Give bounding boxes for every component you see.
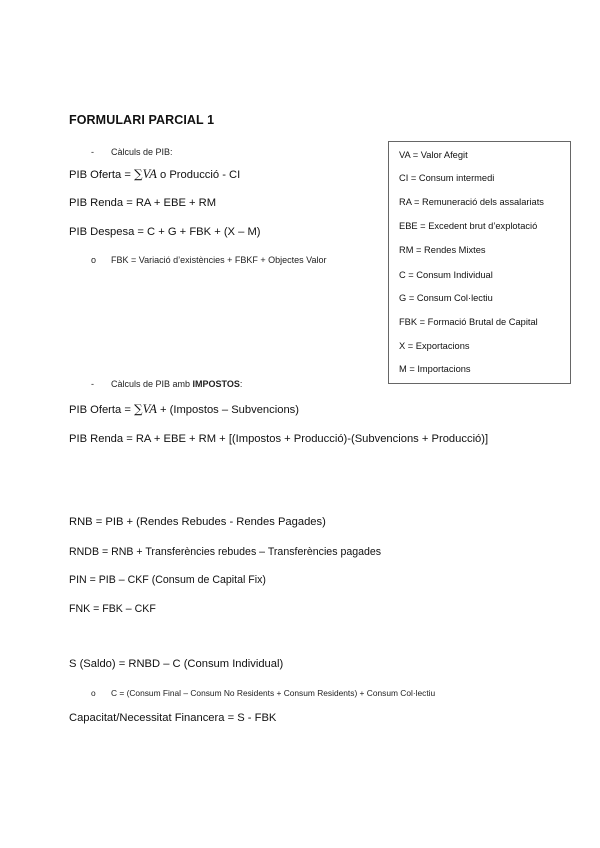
formula-fnk: FNK = FBK – CKF bbox=[69, 603, 156, 615]
legend-item-fbk: FBK = Formació Brutal de Capital bbox=[399, 317, 538, 327]
legend-item-va: VA = Valor Afegit bbox=[399, 150, 468, 160]
formula-pin: PIN = PIB – CKF (Consum de Capital Fix) bbox=[69, 574, 266, 586]
sigma-symbol: ∑ bbox=[133, 402, 143, 416]
formula-pib-renda: PIB Renda = RA + EBE + RM bbox=[69, 197, 217, 209]
bullet-marker: - bbox=[91, 379, 94, 389]
bullet-marker: o bbox=[91, 688, 96, 698]
legend-item-rm: RM = Rendes Mixtes bbox=[399, 245, 486, 255]
formula-prefix: PIB Oferta = bbox=[69, 404, 134, 416]
note-consum bbox=[91, 688, 435, 698]
formula-pib-despesa: PIB Despesa = C + G + FBK + (X – M) bbox=[69, 226, 261, 238]
page-title: FORMULARI PARCIAL 1 bbox=[69, 113, 215, 127]
formula-capacitat: Capacitat/Necessitat Financera = S - FBK bbox=[69, 712, 277, 724]
bullet-marker: - bbox=[91, 147, 94, 157]
legend-item-ci: CI = Consum intermedi bbox=[399, 173, 495, 183]
note-fbk bbox=[91, 255, 327, 265]
bullet-text-end: : bbox=[239, 379, 243, 389]
legend-item-m: M = Importacions bbox=[399, 364, 471, 374]
formula-saldo: S (Saldo) = RNBD – C (Consum Individual) bbox=[69, 658, 284, 670]
legend-box bbox=[388, 141, 571, 384]
formula-pib-oferta-impostos bbox=[69, 402, 299, 417]
legend-item-c: C = Consum Individual bbox=[399, 270, 493, 280]
va-symbol: VA bbox=[142, 402, 157, 416]
formula-pib-renda-impostos: PIB Renda = RA + EBE + RM + [(Impostos + Producció)-(Subvencions + Producció)] bbox=[69, 433, 489, 445]
sigma-symbol: ∑ bbox=[133, 167, 143, 181]
formula-prefix: PIB Oferta = bbox=[69, 169, 134, 181]
legend-item-g: G = Consum Col·lectiu bbox=[399, 293, 493, 303]
note-text: C = (Consum Final – Consum No Residents + Consum Residents) + Consum Col·lectiu bbox=[111, 688, 436, 698]
bullet-text: Càlculs de PIB: bbox=[111, 147, 173, 157]
bullet-calculs-pib bbox=[91, 147, 173, 157]
bullet-marker: o bbox=[91, 255, 97, 265]
bullet-text: Càlculs de PIB amb bbox=[111, 379, 193, 389]
formula-suffix: o Producció - CI bbox=[156, 169, 241, 181]
formula-rnb: RNB = PIB + (Rendes Rebudes - Rendes Pagades) bbox=[69, 516, 326, 528]
note-text: FBK = Variació d’existències + FBKF + Objectes Valor bbox=[111, 255, 327, 265]
bullet-bold-text: IMPOSTOS bbox=[192, 379, 240, 389]
legend-item-x: X = Exportacions bbox=[399, 341, 470, 351]
legend-item-ra: RA = Remuneració dels assalariats bbox=[399, 197, 544, 207]
formula-rndb: RNDB = RNB + Transferències rebudes – Transferències pagades bbox=[69, 546, 382, 558]
formula-suffix: + (Impostos – Subvencions) bbox=[156, 404, 299, 416]
legend-item-ebe: EBE = Excedent brut d’explotació bbox=[399, 221, 538, 231]
formula-pib-oferta bbox=[69, 167, 240, 182]
va-symbol: VA bbox=[142, 167, 157, 181]
bullet-calculs-impostos bbox=[91, 379, 242, 389]
